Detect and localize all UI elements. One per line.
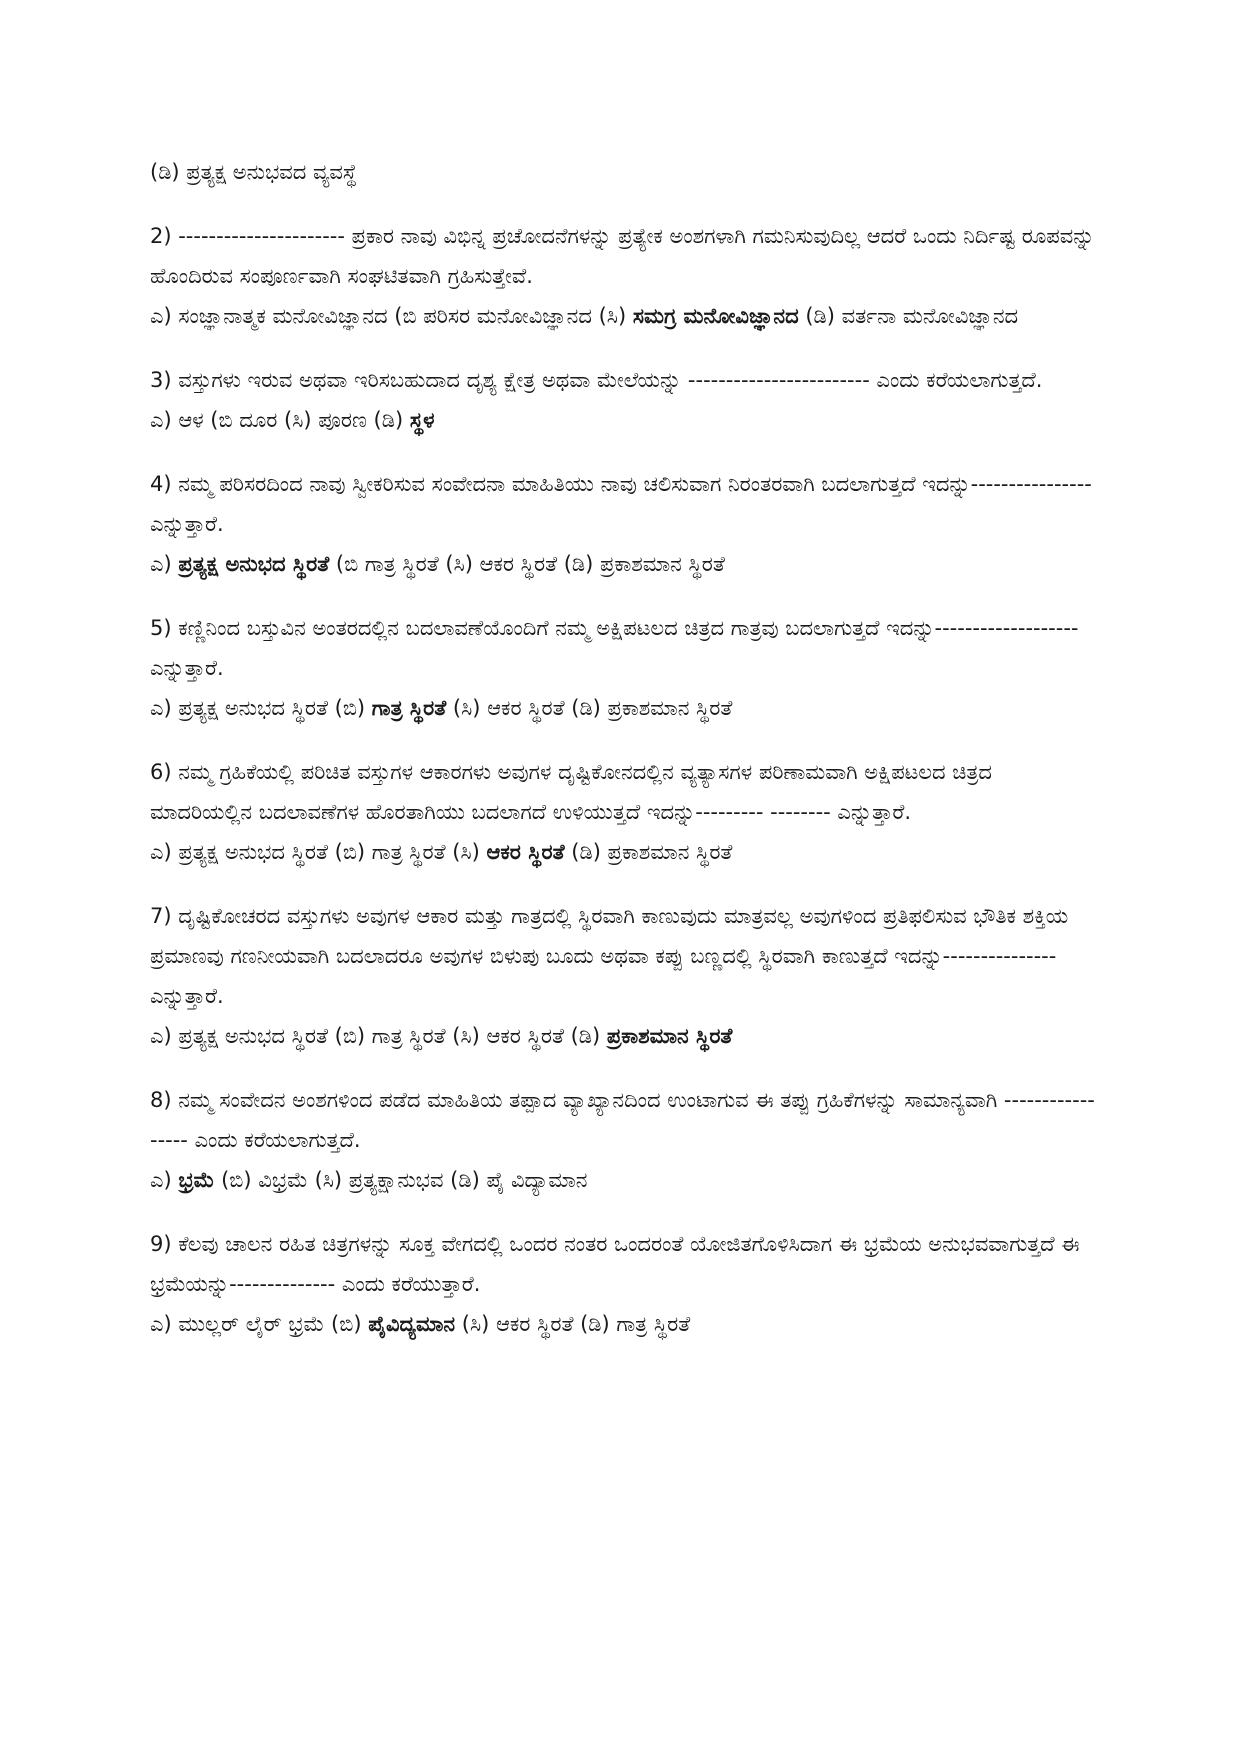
option-text: (ಸಿ) ಆಕರ ಸ್ಥಿರತೆ (ಡಿ) ಗಾತ್ರ ಸ್ಥಿರತೆ xyxy=(455,1312,691,1336)
question-block xyxy=(150,608,1100,728)
correct-answer: ಪ್ರಕಾಶಮಾನ ಸ್ಥಿರತೆ xyxy=(606,1024,733,1048)
option-text: ಎ) xyxy=(150,552,179,576)
correct-answer: ಭ್ರಮೆ xyxy=(178,1168,215,1192)
option-text: ಎ) xyxy=(150,1168,179,1192)
question-text: 9) ಕೆಲವು ಚಾಲನ ರಹಿತ ಚಿತ್ರಗಳನ್ನು ಸೂಕ್ತ ವೇಗದಲ್ಲಿ ಒಂದರ ನಂತರ ಒಂದರಂತೆ ಯೋಜಿತಗೊಳಿಸಿದಾಗ ಈ ಭ್ರಮೆಯ ಅನುಭವವಾಗುತ್ತದೆ ಈ ಭ್ರಮೆಯನ್ನು-------------- ಎಂದು ಕರೆಯುತ್ತಾರೆ. xyxy=(150,1232,1080,1296)
question-text: 7) ದೃಷ್ಟಿಕೋಚರದ ವಸ್ತುಗಳು ಅವುಗಳ ಆಕಾರ ಮತ್ತು ಗಾತ್ರದಲ್ಲಿ ಸ್ಥಿರವಾಗಿ ಕಾಣುವುದು ಮಾತ್ರವಲ್ಲ ಅವುಗಳಿಂದ ಪ್ರತಿಫಲಿಸುವ ಭೌತಿಕ ಶಕ್ತಿಯ ಪ್ರಮಾಣವು ಗಣನೀಯವಾಗಿ ಬದಲಾದರೂ ಅವುಗಳ ಬಿಳುಪು ಬೂದು ಅಥವಾ ಕಪ್ಪು ಬಣ್ಣದಲ್ಲಿ ಸ್ಥಿರವಾಗಿ ಕಾಣುತ್ತದೆ ಇದನ್ನು--------------- ಎನ್ನುತ್ತಾರೆ. xyxy=(150,904,1069,1008)
option-text: ಎ) ಪ್ರತ್ಯಕ್ಷ ಅನುಭದ ಸ್ಥಿರತೆ (ಬಿ) ಗಾತ್ರ ಸ್ಥಿರತೆ (ಸಿ) ಆಕರ ಸ್ಥಿರತೆ (ಡಿ) xyxy=(150,1024,607,1048)
options-line xyxy=(150,1304,1100,1344)
option-text: (ಡಿ) ಪ್ರಕಾಶಮಾನ ಸ್ಥಿರತೆ xyxy=(564,840,733,864)
question-text: 8) ನಮ್ಮ ಸಂವೇದನ ಅಂಶಗಳಿಂದ ಪಡೆದ ಮಾಹಿತಿಯ ತಪ್ಪಾದ ವ್ಯಾಖ್ಯಾನದಿಂದ ಉಂಟಾಗುವ ಈ ತಪ್ಪು ಗ್ರಹಿಕೆಗಳನ್ನು ಸಾಮಾನ್ಯವಾಗಿ ----------------- ಎಂದು ಕರೆಯಲಾಗುತ್ತದೆ. xyxy=(150,1088,1095,1152)
correct-answer: ಸ್ಥಳ xyxy=(409,408,435,432)
option-text: ಎ) ಪ್ರತ್ಯಕ್ಷ ಅನುಭದ ಸ್ಥಿರತೆ (ಬಿ) ಗಾತ್ರ ಸ್ಥಿರತೆ (ಸಿ) xyxy=(150,840,487,864)
option-text: (ಬಿ ಪರಿಸರ ಮನೋವಿಜ್ಞಾನದ xyxy=(394,304,599,328)
option-text: ಎ) ಆಳ (ಬಿ ದೂರ (ಸಿ) ಪೂರಣ (ಡಿ) xyxy=(150,408,410,432)
question-text: 6) ನಮ್ಮ ಗ್ರಹಿಕೆಯಲ್ಲಿ ಪರಿಚಿತ ವಸ್ತುಗಳ ಆಕಾರಗಳು ಅವುಗಳ ದೃಷ್ಟಿಕೋನದಲ್ಲಿನ ವ್ಯತ್ಯಾಸಗಳ ಪರಿಣಾಮವಾಗಿ ಅಕ್ಷಿಪಟಲದ ಚಿತ್ರದ ಮಾದರಿಯಲ್ಲಿನ ಬದಲಾವಣೆಗಳ ಹೊರತಾಗಿಯು ಬದಲಾಗದೆ ಉಳಿಯುತ್ತದೆ ಇದನ್ನು--------- -------- ಎನ್ನುತ್ತಾರೆ. xyxy=(150,760,992,824)
question-text: 2) ---------------------- ಪ್ರಕಾರ ನಾವು ವಿಭಿನ್ನ ಪ್ರಚೋದನೆಗಳನ್ನು ಪ್ರತ್ಯೇಕ ಅಂಶಗಳಾಗಿ ಗಮನಿಸುವುದಿಲ್ಲ ಆದರೆ ಒಂದು ನಿರ್ದಿಷ್ಟ ರೂಪವನ್ನು ಹೊಂದಿರುವ ಸಂಪೂರ್ಣವಾಗಿ ಸಂಘಟಿತವಾಗಿ ಗ್ರಹಿಸುತ್ತೇವೆ. xyxy=(150,224,1095,288)
options-line xyxy=(150,544,1100,584)
option-text: ಎ) ಪ್ರತ್ಯಕ್ಷ ಅನುಭದ ಸ್ಥಿರತೆ (ಬಿ) xyxy=(150,696,372,720)
option-text: (ಡಿ) ವರ್ತನಾ ಮನೋವಿಜ್ಞಾನದ xyxy=(798,304,1019,328)
options-line xyxy=(150,1160,1100,1200)
option-text: (ಬಿ ಗಾತ್ರ ಸ್ಥಿರತೆ (ಸಿ) ಆಕರ ಸ್ಥಿರತೆ (ಡಿ) ಪ್ರಕಾಶಮಾನ ಸ್ಥಿರತೆ xyxy=(329,552,725,576)
question-block xyxy=(150,216,1100,336)
correct-answer: ಆಕರ ಸ್ಥಿರತೆ xyxy=(486,840,565,864)
option-line: (ಡಿ) ಪ್ರತ್ಯಕ್ಷ ಅನುಭವದ ವ್ಯವಸ್ಥೆ xyxy=(150,160,357,184)
question-block xyxy=(150,896,1100,1056)
option-text: (ಸಿ) xyxy=(598,304,633,328)
questions-container xyxy=(150,216,1100,1344)
question-block xyxy=(150,752,1100,872)
leading-option-line xyxy=(150,152,1100,192)
option-text: (ಸಿ) ಆಕರ ಸ್ಥಿರತೆ (ಡಿ) ಪ್ರಕಾಶಮಾನ ಸ್ಥಿರತೆ xyxy=(446,696,733,720)
option-text: (ಬಿ) ವಿಭ್ರಮೆ (ಸಿ) ಪ್ರತ್ಯಕ್ಷಾನುಭವ (ಡಿ) ಪೈ ವಿದ್ಯಾಮಾನ xyxy=(214,1168,588,1192)
correct-answer: ಗಾತ್ರ ಸ್ಥಿರತೆ xyxy=(371,696,447,720)
question-text: 5) ಕಣ್ಣಿನಿಂದ ಬಸ್ತುವಿನ ಅಂತರದಲ್ಲಿನ ಬದಲಾವಣೆಯೊಂದಿಗೆ ನಮ್ಮ ಅಕ್ಷಿಪಟಲದ ಚಿತ್ರದ ಗಾತ್ರವು ಬದಲಾಗುತ್ತದೆ ಇದನ್ನು------------------- ಎನ್ನುತ್ತಾರೆ. xyxy=(150,616,1079,680)
correct-answer: ಸಮಗ್ರ ಮನೋವಿಜ್ಞಾನದ xyxy=(632,304,799,328)
options-line xyxy=(150,296,1100,336)
options-line xyxy=(150,400,1100,440)
correct-answer: ಪೈವಿದ್ಯಮಾನ xyxy=(368,1312,456,1336)
options-line xyxy=(150,1016,1100,1056)
correct-answer: ಪ್ರತ್ಯಕ್ಷ ಅನುಭದ ಸ್ಥಿರತೆ xyxy=(178,552,330,576)
question-block xyxy=(150,360,1100,440)
question-block xyxy=(150,1224,1100,1344)
option-text: ಎ) ಸಂಜ್ಞಾನಾತ್ಮಕ ಮನೋವಿಜ್ಞಾನದ xyxy=(150,304,395,328)
options-line xyxy=(150,832,1100,872)
question-block xyxy=(150,1080,1100,1200)
question-list xyxy=(150,152,1100,1368)
option-text: ಎ) ಮುಲ್ಲರ್ ಲೈರ್ ಭ್ರಮೆ (ಬಿ) xyxy=(150,1312,369,1336)
question-text: 4) ನಮ್ಮ ಪರಿಸರದಿಂದ ನಾವು ಸ್ವೀಕರಿಸುವ ಸಂವೇದನಾ ಮಾಹಿತಿಯು ನಾವು ಚಲಿಸುವಾಗ ನಿರಂತರವಾಗಿ ಬದಲಾಗುತ್ತದೆ ಇದನ್ನು---------------- ಎನ್ನುತ್ತಾರೆ. xyxy=(150,472,1092,536)
question-text: 3) ವಸ್ತುಗಳು ಇರುವ ಅಥವಾ ಇರಿಸಬಹುದಾದ ದೃಶ್ಯ ಕ್ಷೇತ್ರ ಅಥವಾ ಮೇಲೆಯನ್ನು ------------------------ ಎಂದು ಕರೆಯಲಾಗುತ್ತದೆ. xyxy=(150,368,1043,392)
question-block xyxy=(150,464,1100,584)
options-line xyxy=(150,688,1100,728)
